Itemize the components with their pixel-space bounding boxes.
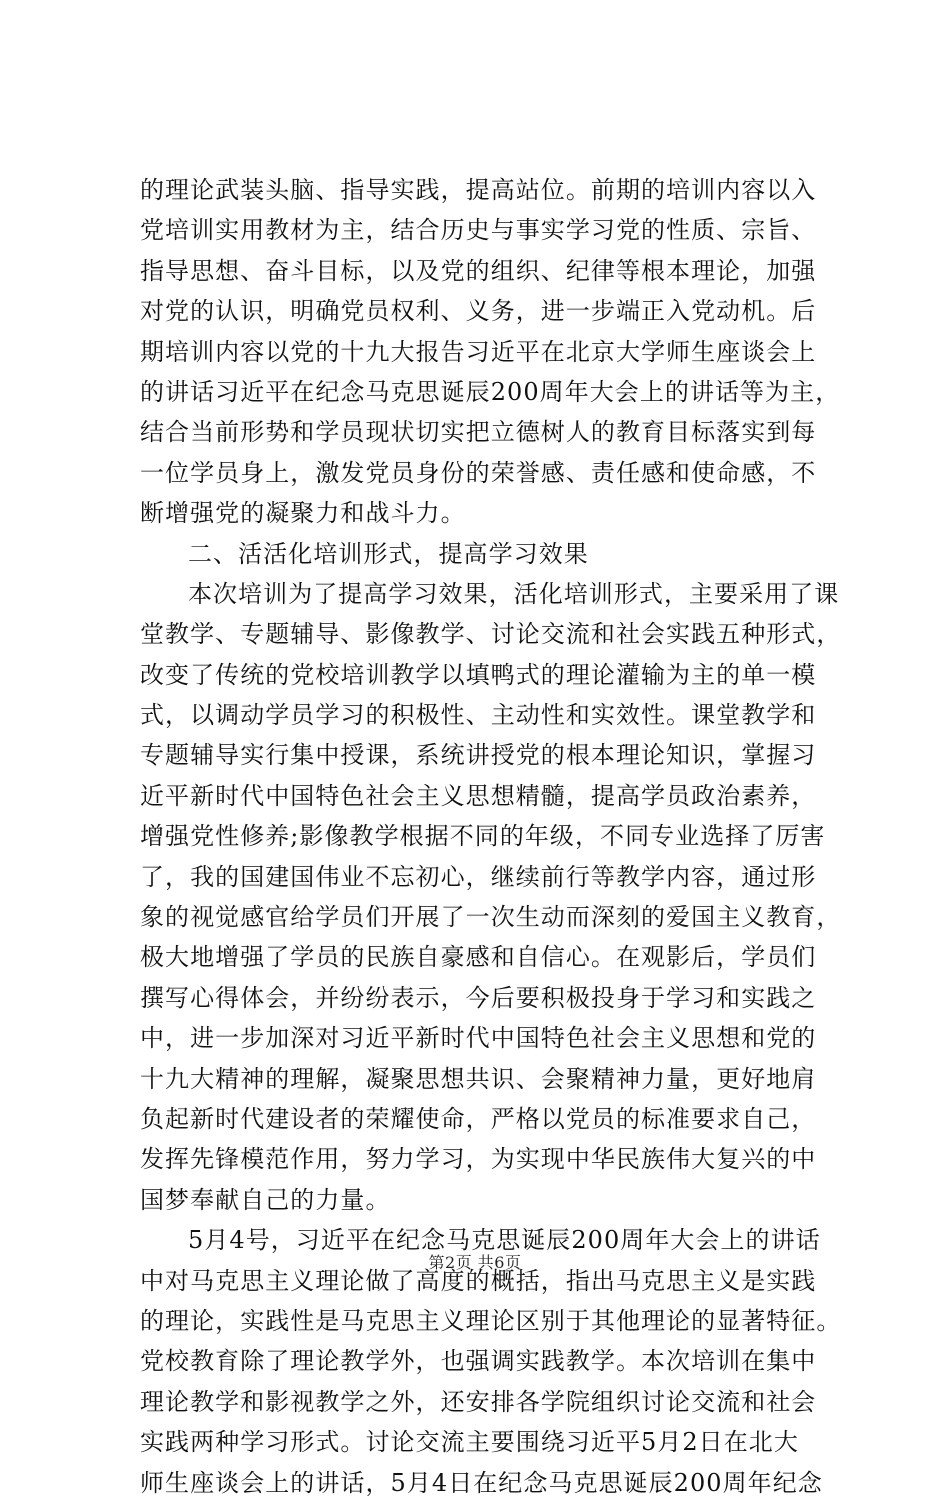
text-line: 极大地增强了学员的民族自豪感和自信心。在观影后，学员们 [140, 943, 817, 972]
text-line: 党校教育除了理论教学外，也强调实践教学。本次培训在集中 [140, 1347, 817, 1376]
text-line: 的理论，实践性是马克思主义理论区别于其他理论的显著特征。 [140, 1306, 842, 1335]
paragraph-start-line: 本次培训为了提高学习效果，活化培训形式，主要采用了课 [188, 579, 840, 608]
text-line: 对党的认识，明确党员权利、义务，进一步端正入党动机。后 [140, 297, 817, 326]
text-line: 堂教学、专题辅导、影像教学、讨论交流和社会实践五种形式， [140, 620, 842, 649]
text-line: 国梦奉献自己的力量。 [140, 1185, 391, 1214]
text-line: 党培训实用教材为主，结合历史与事实学习党的性质、宗旨、 [140, 216, 817, 245]
text-line: 负起新时代建设者的荣耀使命，严格以党员的标准要求自己， [140, 1104, 817, 1133]
text-line: 专题辅导实行集中授课，系统讲授党的根本理论知识，掌握习 [140, 741, 817, 770]
paragraph-start-line: 5月4号，习近平在纪念马克思诞辰200周年大会上的讲话 [188, 1226, 821, 1255]
text-line: 撰写心得体会，并纷纷表示，今后要积极投身于学习和实践之 [140, 983, 817, 1012]
text-line: 象的视觉感官给学员们开展了一次生动而深刻的爱国主义教育， [140, 903, 842, 932]
text-line: 中对马克思主义理论做了高度的概括，指出马克思主义是实践 [140, 1266, 817, 1295]
text-line: 了，我的国建国伟业不忘初心，继续前行等教学内容，通过形 [140, 862, 817, 891]
text-line: 一位学员身上，激发党员身份的荣誉感、责任感和使命感，不 [140, 458, 817, 487]
text-line: 理论教学和影视教学之外，还安排各学院组织讨论交流和社会 [140, 1387, 817, 1416]
text-line: 指导思想、奋斗目标，以及党的组织、纪律等根本理论，加强 [140, 256, 817, 285]
text-line: 改变了传统的党校培训教学以填鸭式的理论灌输为主的单一模 [140, 660, 817, 689]
text-line: 断增强党的凝聚力和战斗力。 [140, 499, 466, 528]
page-number-footer: 第2页 共6页 [428, 1253, 522, 1272]
text-line: 式，以调动学员学习的积极性、主动性和实效性。课堂教学和 [140, 701, 817, 730]
text-line: 的讲话习近平在纪念马克思诞辰200周年大会上的讲话等为主， [140, 377, 841, 406]
text-line: 师生座谈会上的讲话，5月4日在纪念马克思诞辰200周年纪念 [140, 1468, 823, 1497]
text-line: 实践两种学习形式。讨论交流主要围绕习近平5月2日在北大 [140, 1428, 799, 1457]
text-line: 发挥先锋模范作用，努力学习，为实现中华民族伟大复兴的中 [140, 1145, 817, 1174]
text-line: 十九大精神的理解，凝聚思想共识、会聚精神力量，更好地肩 [140, 1064, 817, 1093]
text-line: 近平新时代中国特色社会主义思想精髓，提高学员政治素养， [140, 781, 817, 810]
text-line: 期培训内容以党的十九大报告习近平在北京大学师生座谈会上 [140, 337, 817, 366]
document-body [140, 170, 842, 1503]
section-heading: 二、活活化培训形式，提高学习效果 [188, 539, 589, 568]
text-line: 增强党性修养;影像教学根据不同的年级，不同专业选择了厉害 [140, 822, 826, 851]
text-line: 结合当前形势和学员现状切实把立德树人的教育目标落实到每 [140, 418, 817, 447]
text-line: 中，进一步加深对习近平新时代中国特色社会主义思想和党的 [140, 1024, 817, 1053]
text-line: 的理论武装头脑、指导实践，提高站位。前期的培训内容以入 [140, 176, 817, 204]
